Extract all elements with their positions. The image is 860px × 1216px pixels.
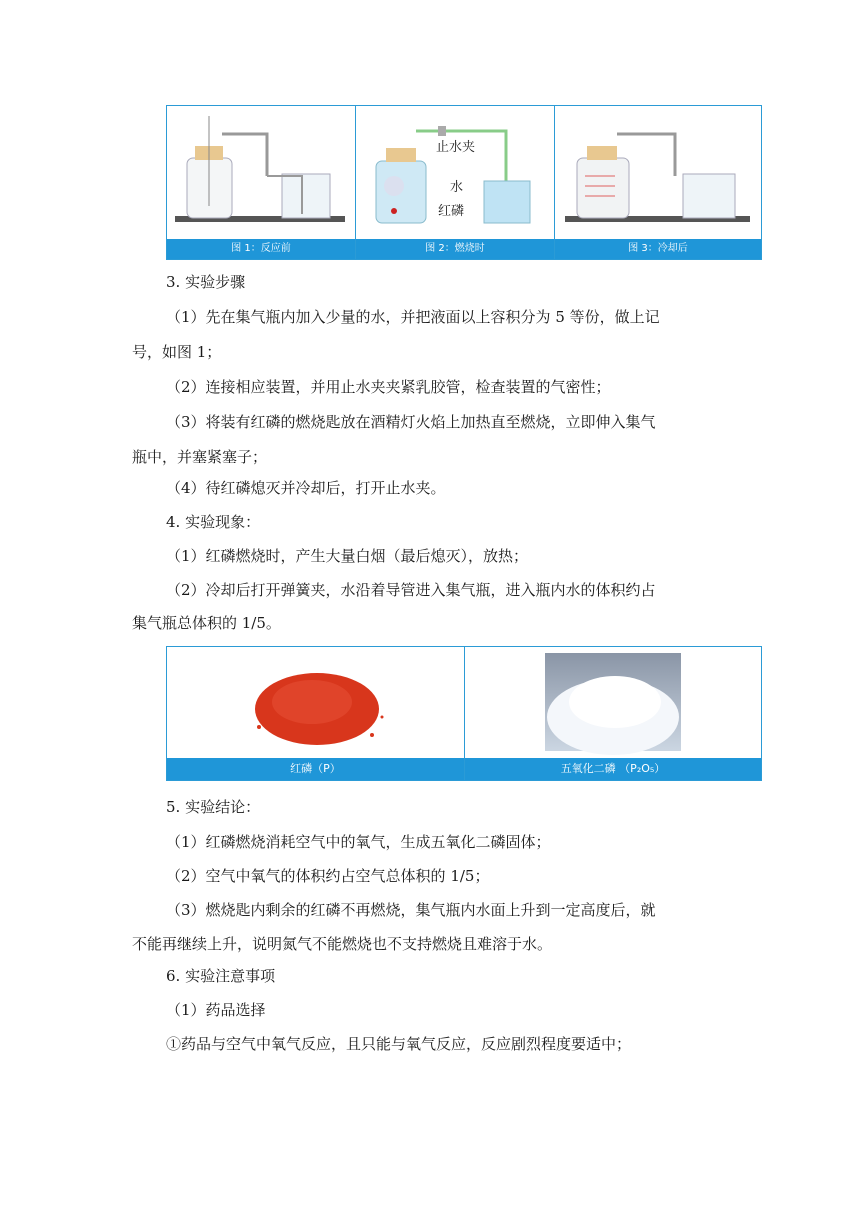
heading-notes: 6. 实验注意事项	[166, 967, 276, 985]
panel-burning	[356, 106, 555, 259]
step-3b: 瓶中，并塞紧塞子；	[132, 448, 268, 466]
caption-burning: 图 2：燃烧时	[356, 239, 554, 259]
caption-red-phosphorus: 红磷（P）	[167, 758, 464, 780]
step-1a: （1）先在集气瓶内加入少量的水，并把液面以上容积分为 5 等份，做上记	[166, 308, 660, 326]
red-phosphorus-image	[167, 647, 463, 759]
phenomenon-2b: 集气瓶总体积的 1/5。	[132, 614, 281, 632]
apparatus-burning-drawing	[356, 106, 554, 241]
step-3a: （3）将装有红磷的燃烧匙放在酒精灯火焰上加热直至燃烧，立即伸入集气	[166, 413, 656, 431]
heading-conclusion: 5. 实验结论：	[166, 798, 261, 816]
heading-phenomena: 4. 实验现象：	[166, 513, 261, 531]
conclusion-3a: （3）燃烧匙内剩余的红磷不再燃烧，集气瓶内水面上升到一定高度后，就	[166, 901, 656, 919]
conclusion-1: （1）红磷燃烧消耗空气中的氧气，生成五氧化二磷固体；	[166, 833, 551, 851]
panel-red-phosphorus	[167, 647, 465, 780]
caption-phosphorus-pentoxide: 五氧化二磷 （P₂O₅）	[465, 758, 761, 780]
panel-before-reaction	[167, 106, 356, 259]
note-1: （1）药品选择	[166, 1001, 266, 1019]
note-1-item-a: ①药品与空气中氧气反应，且只能与氧气反应，反应剧烈程度要适中；	[166, 1035, 632, 1053]
conclusion-2: （2）空气中氧气的体积约占空气总体积的 1/5；	[166, 867, 490, 885]
step-4: （4）待红磷熄灭并冷却后，打开止水夹。	[166, 479, 446, 497]
apparatus-figure	[166, 105, 762, 260]
substances-figure	[166, 646, 762, 781]
phosphorus-pentoxide-image	[465, 647, 761, 759]
panel-after-cooling	[555, 106, 761, 259]
phenomenon-2a: （2）冷却后打开弹簧夹，水沿着导管进入集气瓶，进入瓶内水的体积约占	[166, 581, 656, 599]
apparatus-before-drawing	[167, 106, 355, 241]
heading-steps: 3. 实验步骤	[166, 273, 246, 291]
label-water: 水	[448, 176, 465, 195]
caption-after: 图 3：冷却后	[555, 239, 761, 259]
step-2: （2）连接相应装置，并用止水夹夹紧乳胶管，检查装置的气密性；	[166, 378, 611, 396]
apparatus-after-drawing	[555, 106, 761, 241]
step-1b: 号，如图 1；	[132, 343, 222, 361]
panel-phosphorus-pentoxide	[465, 647, 761, 780]
conclusion-3b: 不能再继续上升，说明氮气不能燃烧也不支持燃烧且难溶于水。	[132, 935, 553, 953]
label-red-phosphorus: 红磷	[436, 200, 466, 219]
label-clamp: 止水夹	[434, 136, 477, 155]
phenomenon-1: （1）红磷燃烧时，产生大量白烟（最后熄灭），放热；	[166, 547, 529, 565]
caption-before: 图 1：反应前	[167, 239, 355, 259]
